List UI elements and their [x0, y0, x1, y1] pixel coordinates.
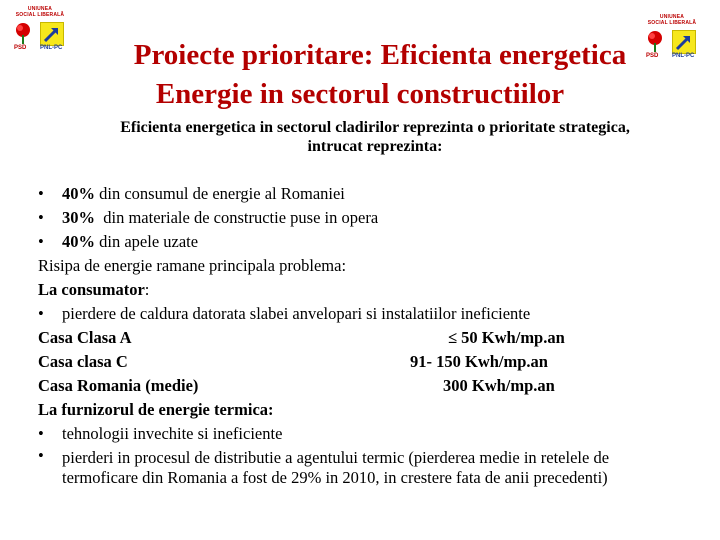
- stat-percent: 40%: [62, 184, 95, 203]
- usl-band-line2: SOCIAL LIBERALĂ: [15, 12, 65, 18]
- consumer-heading-colon: :: [144, 280, 150, 299]
- usl-band: [640, 14, 704, 26]
- supplier-bullet-text: tehnologii invechite si ineficiente: [62, 424, 283, 443]
- psd-label: PSD: [646, 53, 659, 59]
- bullet-icon: •: [38, 446, 44, 465]
- house-value: 300 Kwh/mp.an: [443, 376, 555, 395]
- house-name: Casa Romania (medie): [38, 376, 199, 395]
- house-row: [38, 374, 678, 398]
- house-row: [38, 350, 678, 374]
- slide-subtitle: Energie in sectorul constructiilor: [155, 78, 565, 110]
- consumer-heading-label: La consumator: [38, 280, 145, 299]
- usl-band-line1: UNIUNEA: [27, 6, 53, 12]
- slide-body: [38, 182, 678, 488]
- problem-statement: Risipa de energie ramane principala problema:: [38, 256, 347, 275]
- supplier-bullet: [38, 446, 678, 488]
- house-value: 91- 150 Kwh/mp.an: [410, 352, 548, 371]
- stat-percent: 30%: [62, 208, 95, 227]
- supplier-bullet-text: pierderi in procesul de distributie a agentului termic (pierderea medie in retelele de termoficare din Romania a fost de 29% in 2010, in crestere fata de anii precedenti): [62, 448, 610, 487]
- bullet-icon: •: [38, 304, 44, 323]
- stat-percent: 40%: [62, 232, 95, 251]
- consumer-bullet-text: pierdere de caldura datorata slabei anvelopari si instalatiilor ineficiente: [62, 304, 531, 323]
- stat-text: din consumul de energie al Romaniei: [95, 184, 345, 203]
- consumer-heading: [38, 278, 678, 302]
- stat-text: din materiale de constructie puse in opera: [95, 208, 379, 227]
- stat-item: [38, 182, 678, 206]
- pnl-label: PNL-PC: [672, 53, 695, 59]
- supplier-bullet: [38, 422, 678, 446]
- intro-text: Eficienta energetica in sectorul cladirilor reprezinta o prioritate strategica, intrucat reprezinta:: [120, 119, 630, 155]
- bullet-icon: •: [38, 232, 44, 251]
- house-row: [38, 326, 678, 350]
- psd-label: PSD: [14, 45, 27, 51]
- consumer-bullet: [38, 302, 678, 326]
- usl-band: [8, 6, 72, 18]
- stat-item: [38, 206, 678, 230]
- slide-title: Proiecte prioritare: Eficienta energetica: [133, 39, 627, 71]
- bullet-icon: •: [38, 184, 44, 203]
- stat-text: din apele uzate: [95, 232, 199, 251]
- house-name: Casa Clasa A: [38, 328, 132, 347]
- house-value: ≤ 50 Kwh/mp.an: [448, 328, 565, 347]
- usl-band-line1: UNIUNEA: [659, 14, 685, 20]
- pnl-label: PNL-PC: [40, 45, 63, 51]
- bullet-icon: •: [38, 208, 44, 227]
- psd-rose-icon: [12, 21, 34, 45]
- house-name: Casa clasa C: [38, 352, 128, 371]
- stat-item: [38, 230, 678, 254]
- supplier-heading: La furnizorul de energie termica:: [38, 400, 274, 419]
- bullet-icon: •: [38, 424, 44, 443]
- usl-band-line2: SOCIAL LIBERALĂ: [647, 20, 697, 26]
